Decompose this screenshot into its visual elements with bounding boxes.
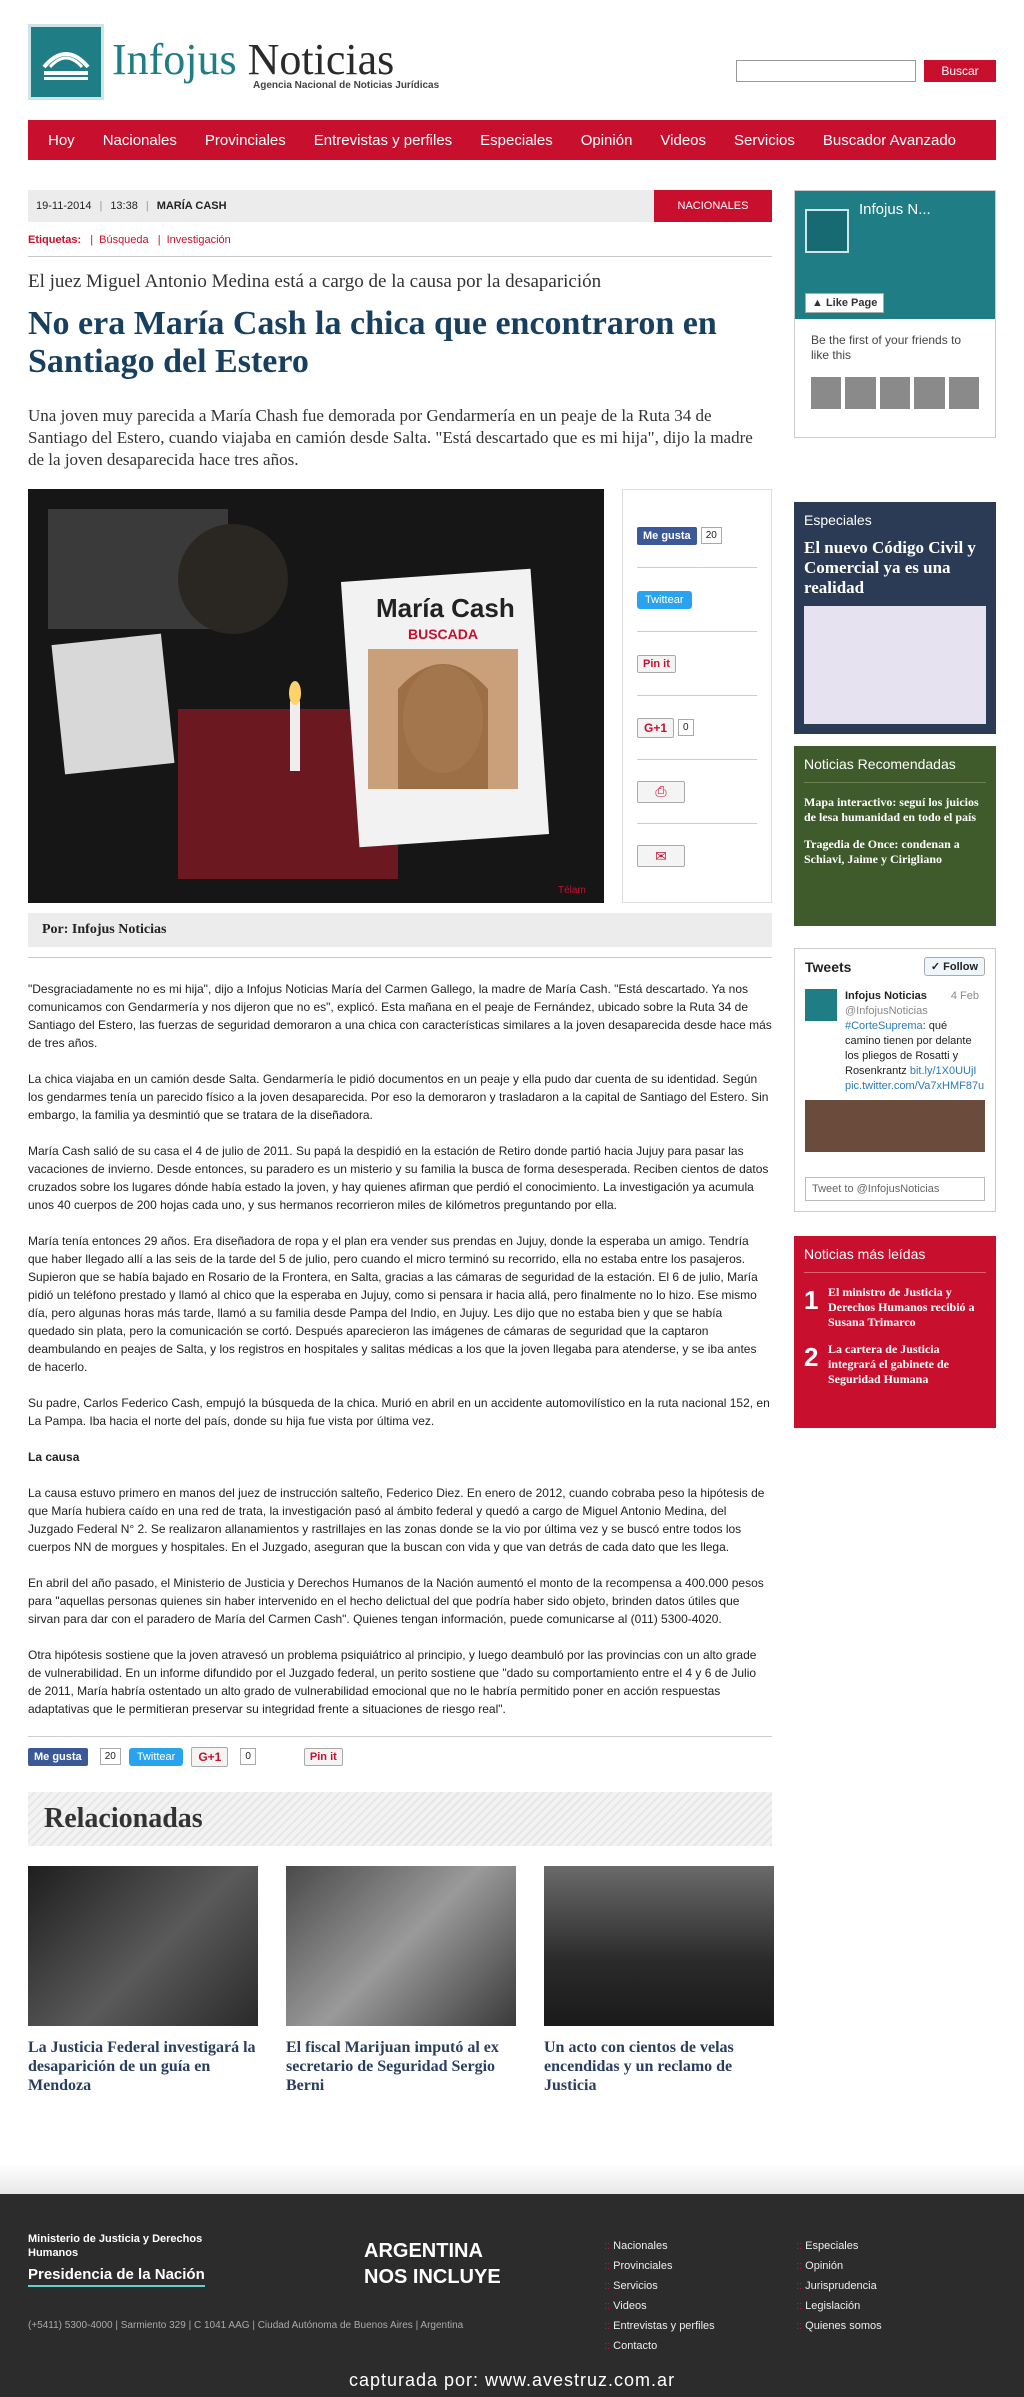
footer-link[interactable]: :: Provinciales xyxy=(604,2256,715,2276)
article-date: 19-11-2014 xyxy=(36,200,92,212)
fb-friend-thumbs xyxy=(795,377,995,409)
fb-cover[interactable] xyxy=(795,191,995,319)
share-bar-bottom xyxy=(28,1736,772,1776)
gplus-count: 0 xyxy=(240,1748,256,1765)
related-item[interactable] xyxy=(544,1866,774,2095)
tweet-user[interactable]: Infojus Noticias xyxy=(845,990,927,1002)
main-nav xyxy=(28,120,996,160)
most-read-item[interactable]: 2 La cartera de Justicia integrará el gabinete de Seguridad Humana xyxy=(804,1342,949,1386)
paragraph: En abril del año pasado, el Ministerio de Justicia y Derechos Humanos de la Nación aumentó el monto de la recompensa a 400.000 pesos para "aquellas personas quienes sin haber intervenido en el hecho delictual del que podría haber sido objeto, brinden datos útiles que sirvan para dar con el paradero de María del Carmen Cash". Quienes tengan información, puede comunicarse al (011) 5300-4020. xyxy=(28,1576,764,1626)
fb-page-name[interactable]: Infojus N... xyxy=(859,201,931,218)
divider xyxy=(28,957,772,958)
paragraph: La causa estuvo primero en manos del juez de instrucción salteño, Federico Diez. En enero de 2012, cuando cobraba peso la hipótesis de que María hubiera caído en una red de trata, la investigación pasó al ámbito federal y quedó a cargo de Miguel Antonio Medina, del Juzgado Federal N° 2. Se realizaron allanamientos y rastrillajes en las zonas donde se la vio por última vez y se buscó entre todos los cuerpos NN de morgues y hospitales. En el Juzgado, aseguran que la buscan con vida y que van detrás de cada dato que les llega. xyxy=(28,1486,765,1554)
mail-icon[interactable]: ✉ xyxy=(637,845,685,867)
nav-item-buscador[interactable]: Buscador Avanzado xyxy=(822,131,957,149)
tweet-hashtag[interactable]: #CorteSuprema xyxy=(845,1020,923,1032)
nav-item-servicios[interactable]: Servicios xyxy=(734,131,795,149)
logo-icon[interactable] xyxy=(28,24,104,100)
most-read-item[interactable]: 1 El ministro de Justicia y Derechos Humanos recibió a Susana Trimarco xyxy=(804,1285,975,1329)
argentina-logo[interactable]: ARGENTINA NOS INCLUYE xyxy=(364,2240,501,2288)
fb-friends-text: Be the first of your friends to like this xyxy=(811,333,962,362)
paragraph: La chica viajaba en un camión desde Salta. Gendarmería le pidió documentos en un peaje y ella pudo dar cuenta de su identidad. Según los gendarmes tenía un parecido físico a la joven desaparecida. Por eso la demoraron y trasladaron a la capital de Santiago del Estero. Sin embargo, la familia ya desmintió que se tratara de la diseñadora. xyxy=(28,1072,769,1122)
share-column xyxy=(622,489,772,903)
article-time: 13:38 xyxy=(110,200,138,212)
most-read-box xyxy=(794,1236,996,1428)
article-topic[interactable]: MARÍA CASH xyxy=(156,200,227,212)
related-title[interactable]: Un acto con cientos de velas encendidas y un reclamo de Justicia xyxy=(544,2039,734,2094)
tweet-button[interactable]: Twittear xyxy=(637,591,692,609)
gplus-button[interactable]: G+1 xyxy=(637,718,674,738)
search-button[interactable]: Buscar xyxy=(924,60,996,82)
divider xyxy=(28,256,772,257)
fb-logo-icon xyxy=(805,209,849,253)
rank-number: 1 xyxy=(804,1285,819,1315)
paragraph: "Desgraciadamente no es mi hija", dijo a Infojus Noticias María del Carmen Gallego, la madre de María Cash. "Está descartado. Ya nos comunicamos con Gendarmería y nos dijeron que no es", explicó. Esta mañana en el peaje de Fernández, ubicado sobre la Ruta 34 de Santiago del Estero, las fuerzas de seguridad demoraron a una chica con características similares a la joven desaparecida desde hace más de tres años. xyxy=(28,982,772,1050)
recommended-label: Noticias Recomendadas xyxy=(804,756,986,783)
recommended-item[interactable]: Tragedia de Once: condenan a Schiavi, Jaime y Cirigliano xyxy=(804,837,960,866)
like-count: 20 xyxy=(100,1748,121,1765)
poster-subtitle: BUSCADA xyxy=(408,626,478,642)
byline: Por: Infojus Noticias xyxy=(28,913,772,947)
paragraph: Otra hipótesis sostiene que la joven atravesó un problema psiquiátrico al principio, y luego deambuló por las provincias con un alto grade de vulnerabilidad. En un informe difundido por el Juzgado federal, un perito sostiene que "dado su comportamiento entre el 4 y 6 de Julio de 2011, María habría ostentado un alto grado de vulnerabilidad emocional que no le habría permitido poner en acción respuestas adaptativas que le permitieran preservar su integridad frente a situaciones de riesgo real". xyxy=(28,1648,757,1716)
footer-link[interactable]: :: Videos xyxy=(604,2296,715,2316)
gplus-button[interactable]: G+1 xyxy=(191,1747,228,1767)
rank-number: 2 xyxy=(804,1342,819,1372)
avatar[interactable] xyxy=(811,377,841,409)
footer-link[interactable]: :: Nacionales xyxy=(604,2236,715,2256)
category-badge[interactable]: NACIONALES xyxy=(654,190,772,222)
related-item[interactable] xyxy=(286,1866,516,2095)
tweet-image[interactable] xyxy=(805,1100,985,1152)
paragraph: María tenía entonces 29 años. Era diseñadora de ropa y el plan era vender sus prendas en Jujuy, donde la esperaba un amigo. Tendría que haber llegado allí a las seis de la tarde del 5 de julio, pero cuando el micro terminó su recorrido, ella no estaba entre los pasajeros. Supieron que se había bajado en Rosario de la Frontera, en Salta, gracias a las cámaras de seguridad de la estación. El 6 de julio, María pidió un teléfono prestado y llamó al chico que la esperaba en Jujuy, como si pensara ir hacia allá, pero finalmente no lo hizo. Ese mismo día, pero algunas horas más tarde, llamó a su familia desde Pampa del Indio, en Jujuy. Les dijo que no estaba bien y que se había quedado sin plata, pero la comunicación se cortó. Después aparecieron las imágenes de cámaras de seguridad que la captaron deambulando en peajes de Salta, y los registros en hospitales y salitas médicas a los que la joven llegaba para atenderse, y se iba antes de hacerlo. xyxy=(28,1234,758,1374)
especiales-box[interactable] xyxy=(794,502,996,734)
article-kicker: El juez Miguel Antonio Medina está a cargo de la causa por la desaparición xyxy=(28,271,602,292)
pinit-button[interactable]: Pin it xyxy=(637,655,676,673)
footer-link[interactable]: :: Opinión xyxy=(796,2256,882,2276)
article-photo[interactable] xyxy=(28,489,604,903)
tweet-link[interactable]: bit.ly/1X0UUjI pic.twitter.com/Va7xHMF87u xyxy=(845,1065,985,1092)
header xyxy=(0,0,1024,120)
tweet-date[interactable]: 4 Feb xyxy=(950,990,979,1002)
tag-link[interactable]: Investigación xyxy=(166,234,231,246)
most-read-label: Noticias más leídas xyxy=(804,1246,986,1273)
article-body xyxy=(28,980,772,1718)
related-image[interactable] xyxy=(544,1866,774,2026)
meta-bar: 19-11-2014 | 13:38 | MARÍA CASH NACIONALES xyxy=(28,190,772,222)
related-title[interactable]: La Justicia Federal investigará la desaparición de un guía en Mendoza xyxy=(28,2039,256,2094)
capture-credit: capturada por: www.avestruz.com.ar xyxy=(348,2370,676,2390)
search-input[interactable] xyxy=(736,60,916,82)
tags: Etiquetas: | Búsqueda | Investigación xyxy=(28,234,231,246)
tweet-button[interactable]: Twittear xyxy=(129,1748,184,1766)
avatar[interactable] xyxy=(805,989,837,1021)
tweet xyxy=(805,989,985,1152)
logo-subtitle: Agencia Nacional de Noticias Jurídicas xyxy=(253,80,440,91)
footer-link[interactable]: :: Jurisprudencia xyxy=(796,2276,882,2296)
avatar[interactable] xyxy=(914,377,944,409)
tag-link[interactable]: Búsqueda xyxy=(99,234,149,246)
especiales-image[interactable] xyxy=(804,606,986,724)
footer-link[interactable]: :: Quienes somos xyxy=(796,2316,882,2336)
related-heading: Relacionadas xyxy=(28,1792,772,1846)
tags-label: Etiquetas: xyxy=(28,234,82,246)
footer-link[interactable]: :: Servicios xyxy=(604,2276,715,2296)
footer-address: (+5411) 5300-4000 | Sarmiento 329 | C 1041 AAG | Ciudad Autónoma de Buenos Aires | Argentina xyxy=(28,2320,464,2331)
footer-shadow xyxy=(0,2164,1024,2194)
nav-item-especiales[interactable]: Especiales xyxy=(480,131,553,149)
nav-item-opinion[interactable]: Opinión xyxy=(580,131,633,149)
paragraph: Su padre, Carlos Federico Cash, empujó la búsqueda de la chica. Murió en abril en un accidente automovilístico en la ruta nacional 152, en La Pampa. Iba hacia el norte del país, donde su hija fue vista por última vez. xyxy=(28,1396,770,1428)
avatar[interactable] xyxy=(949,377,979,409)
fb-like-page-button[interactable]: ▲ Like Page xyxy=(805,293,884,313)
footer-link[interactable]: :: Entrevistas y perfiles xyxy=(604,2316,715,2336)
tweet-text: : qué camino tienen por delante los pliegos de Rosatti y Rosenkrantz xyxy=(845,1020,972,1077)
nav-item-videos[interactable]: Videos xyxy=(660,131,707,149)
tweet-input[interactable]: Tweet to @InfojusNoticias xyxy=(805,1177,985,1201)
related-grid xyxy=(28,1866,772,2095)
nav-item-nacionales[interactable]: Nacionales xyxy=(102,131,177,149)
article-lead: Una joven muy parecida a María Chash fue demorada por Gendarmería en un peaje de la Ruta 34 de Santiago del Estero, cuando viajaba en camión desde Salta. "Está descartado que es mi hija", dijo la madre de la joven desaparecida hace tres años. xyxy=(28,406,753,469)
fb-widget xyxy=(794,190,996,438)
tweet-handle[interactable]: @InfojusNoticias xyxy=(845,1005,928,1017)
avatar[interactable] xyxy=(845,377,875,409)
footer xyxy=(0,2194,1024,2397)
fb-like-button[interactable]: Me gusta xyxy=(28,1748,88,1766)
poster-name: María Cash xyxy=(376,593,515,623)
nav-item-hoy[interactable]: Hoy xyxy=(48,131,75,149)
footer-link[interactable]: :: Especiales xyxy=(796,2236,882,2256)
print-icon[interactable]: ⎙ xyxy=(637,781,685,803)
fb-like-button[interactable]: Me gusta xyxy=(637,527,697,545)
footer-link[interactable]: :: Contacto xyxy=(604,2336,715,2356)
footer-links-2 xyxy=(796,2236,882,2336)
footer-links-1 xyxy=(604,2236,715,2356)
avatar[interactable] xyxy=(880,377,910,409)
nav-item-entrevistas[interactable]: Entrevistas y perfiles xyxy=(313,131,453,149)
related-image[interactable] xyxy=(28,1866,258,2026)
related-image[interactable] xyxy=(286,1866,516,2026)
tweets-label: Tweets xyxy=(805,959,852,975)
follow-button[interactable]: ✓ Follow xyxy=(924,957,985,976)
presidencia-logo[interactable]: Presidencia de la Nación xyxy=(28,2266,205,2287)
subhead: La causa xyxy=(28,1450,80,1464)
sidebar xyxy=(794,190,996,1428)
gplus-count: 0 xyxy=(678,719,694,736)
especiales-title[interactable]: El nuevo Código Civil y Comercial ya es una realidad xyxy=(804,538,976,597)
article-column xyxy=(28,190,772,2095)
related-title[interactable]: El fiscal Marijuan imputó al ex secretario de Seguridad Sergio Berni xyxy=(286,2039,499,2094)
photo-row xyxy=(28,489,772,903)
related-item[interactable] xyxy=(28,1866,258,2095)
pinit-button[interactable]: Pin it xyxy=(304,1748,343,1766)
recommended-box xyxy=(794,746,996,926)
twitter-widget xyxy=(794,948,996,1212)
ministry-name[interactable]: Ministerio de Justicia y Derechos Humanos xyxy=(28,2233,203,2259)
paragraph: María Cash salió de su casa el 4 de julio de 2011. Su papá la despidió en la estación de Retiro donde partió hacia Jujuy para pasar las vacaciones de invierno. Desde entonces, su paradero es un misterio y su familia la busca de forma desesperada. Reciben cientos de datos cruzados sobre los lugares dónde había estado la joven, y hay quienes afirman que perdió el conocimiento. La investigación ya acumula unos 40 cuerpos de 200 hojas cada uno, y sus hermanos recorrieron miles de kilómetros preguntando por ella. xyxy=(28,1144,769,1212)
logo-title[interactable]: Infojus Noticias xyxy=(112,35,395,84)
especiales-label: Especiales xyxy=(804,512,872,528)
photo-credit: Télam xyxy=(558,885,586,896)
nav-item-provinciales[interactable]: Provinciales xyxy=(204,131,286,149)
article-headline: No era María Cash la chica que encontraron en Santiago del Estero xyxy=(28,305,717,380)
recommended-item[interactable]: Mapa interactivo: seguí los juicios de lesa humanidad en todo el país xyxy=(804,795,979,824)
footer-link[interactable]: :: Legislación xyxy=(796,2296,882,2316)
like-count: 20 xyxy=(701,527,722,544)
